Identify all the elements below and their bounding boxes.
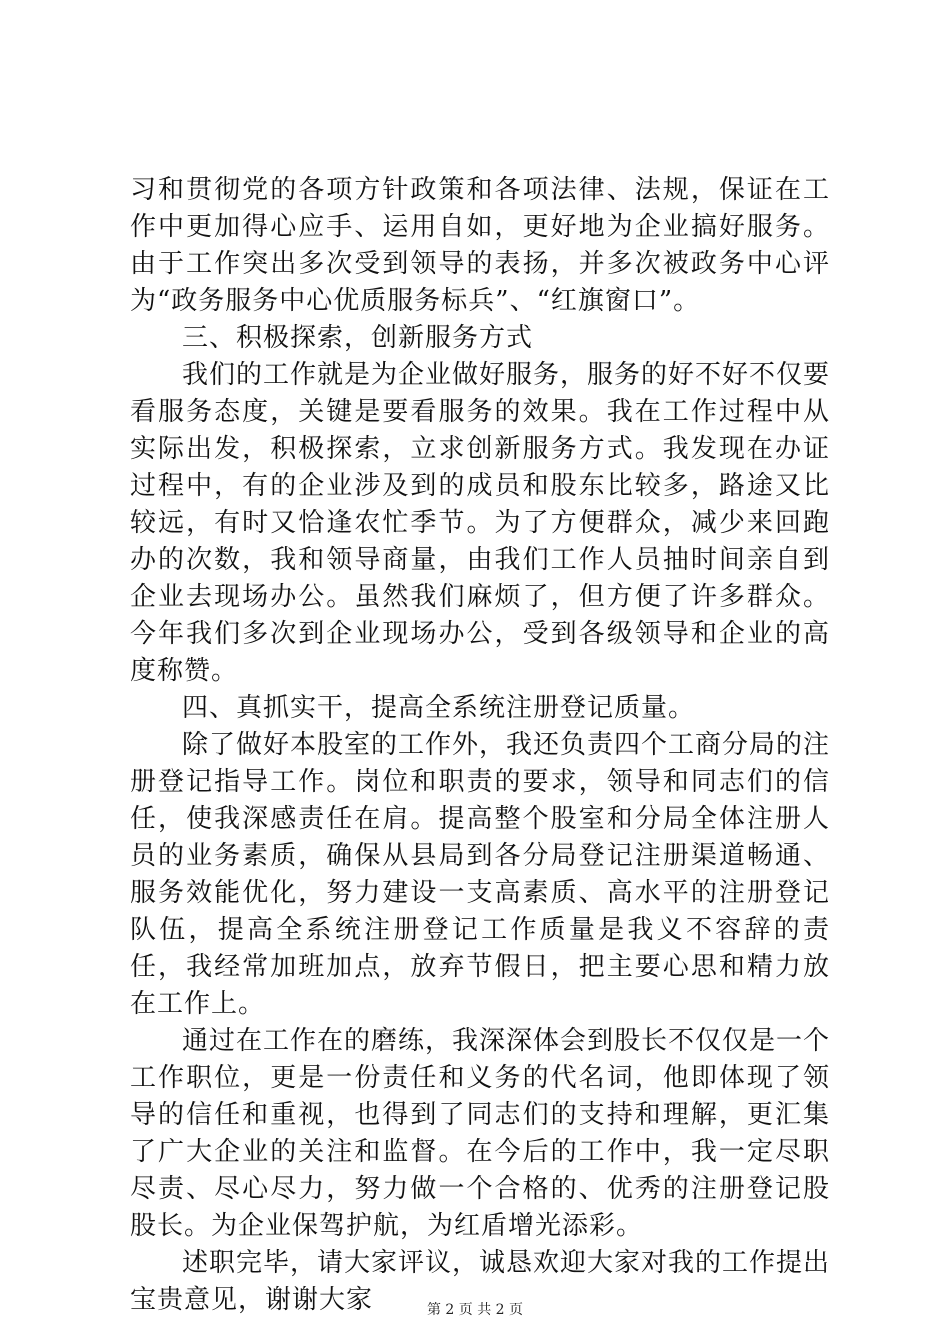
paragraph-closing: 述职完毕，请大家评议，诚恳欢迎大家对我的工作提出宝贵意见，谢谢大家	[130, 1248, 831, 1315]
document-body	[130, 172, 830, 1319]
section-heading-4: 四、真抓实干，提高全系统注册登记质量。	[182, 693, 696, 723]
paragraph-registration-quality: 除了做好本股室的工作外，我还负责四个工商分局的注册登记指导工作。岗位和职责的要求，领导和同志们的信任，使我深感责任在肩。提高整个股室和分局全体注册人员的业务素质，确保从县局到各分局登记注册渠道畅通、服务效能优化，努力建设一支高素质、高水平的注册登记队伍，提高全系统注册登记工作质量是我义不容辞的责任，我经常加班加点，放弃节假日，把主要心思和精力放在工作上。	[130, 730, 831, 1019]
paragraph-reflection: 通过在工作在的磨练，我深深体会到股长不仅仅是一个工作职位，更是一份责任和义务的代名词，他即体现了领导的信任和重视，也得到了同志们的支持和理解，更汇集了广大企业的关注和监督。在今后的工作中，我一定尽职尽责、尽心尽力，努力做一个合格的、优秀的注册登记股股长。为企业保驾护航，为红盾增光添彩。	[130, 1026, 831, 1241]
page-footer: 第 2 页 共 2 页	[426, 1302, 524, 1318]
paragraph-service-innovation: 我们的工作就是为企业做好服务，服务的好不好不仅要看服务态度，关键是要看服务的效果。我在工作过程中从实际出发，积极探索，立求创新服务方式。我发现在办证过程中，有的企业涉及到的成员和股东比较多，路途又比较远，有时又恰逢农忙季节。为了方便群众，减少来回跑办的次数，我和领导商量，由我们工作人员抽时间亲自到企业去现场办公。虽然我们麻烦了，但方便了许多群众。今年我们多次到企业现场办公，受到各级领导和企业的高度称赞。	[130, 360, 831, 686]
section-heading-3: 三、积极探索，创新服务方式	[182, 323, 534, 353]
paragraph-continued: 习和贯彻党的各项方针政策和各项法律、法规，保证在工作中更加得心应手、运用自如，更好地为企业搞好服务。由于工作突出多次受到领导的表扬，并多次被政务中心评为“政务服务中心优质服务标兵”、“红旗窗口”。	[130, 175, 830, 316]
